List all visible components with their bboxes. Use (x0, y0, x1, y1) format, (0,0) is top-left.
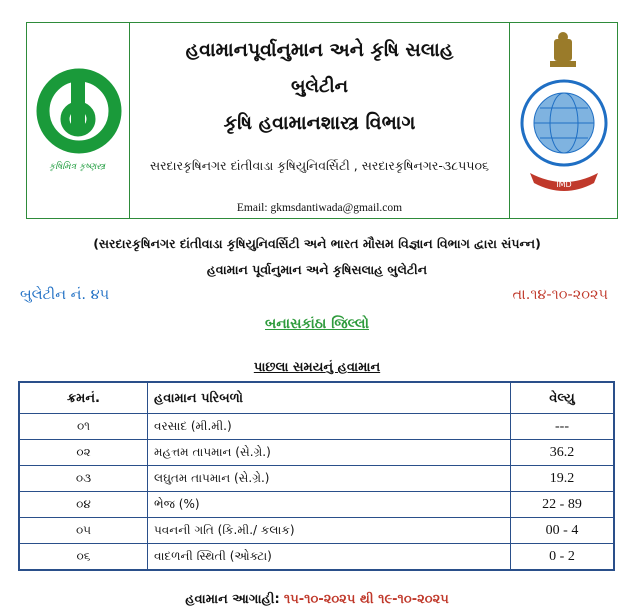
header-serial: ક્રમનં. (19, 382, 148, 414)
table-row (19, 492, 614, 518)
district-name: બનાસકાંઠા જિલ્લો (265, 316, 369, 332)
header-box (26, 22, 618, 219)
row-value: 22 - 89 (511, 492, 615, 518)
row-serial: ૦૧ (19, 414, 148, 440)
table-header-row (19, 382, 614, 414)
table-row (19, 466, 614, 492)
forecast-line (0, 592, 634, 607)
table-row (19, 544, 614, 571)
university-logo-cell (27, 23, 130, 218)
row-parameter: લઘુતમ તાપમાન (સે.ગ્રે.) (148, 466, 511, 492)
row-value: 19.2 (511, 466, 615, 492)
bulletin-subtitle: બુલેટીન (290, 76, 349, 97)
header-parameter: હવામાન પરિબળો (148, 382, 511, 414)
row-value: 0 - 2 (511, 544, 615, 571)
national-emblem-icon (550, 32, 576, 67)
intro-line-2: હવામાન પૂર્વાનુમાન અને કૃષિસલાહ બુલેટીન (206, 262, 428, 277)
table-row (19, 414, 614, 440)
row-parameter: પવનની ગતિ (કિ.મી./ કલાક) (148, 518, 511, 544)
university-logo-caption: કૃષિમિત્ર કૃષ્ણસ્ત્ર (48, 162, 106, 172)
bulletin-number: બુલેટીન નં. ૪૫ (20, 287, 110, 303)
address: સરદારકૃષિનગર દાંતીવાડા કૃષિયુનિવર્સિટી , સરદારકૃષિનગર-૩૮૫૫૦૬ (149, 158, 490, 173)
email: Email: gkmsdantiwada@gmail.com (236, 202, 403, 214)
table-row (19, 440, 614, 466)
weather-table (18, 381, 615, 571)
row-serial: ૦૩ (19, 466, 148, 492)
row-serial: ૦૨ (19, 440, 148, 466)
header-value: વેલ્યુ (511, 382, 615, 414)
forecast-label: હવામાન આગાહી: (185, 592, 280, 607)
row-parameter: મહત્તમ તાપમાન (સે.ગ્રે.) (148, 440, 511, 466)
university-logo-icon (27, 23, 130, 220)
row-value: 36.2 (511, 440, 615, 466)
row-serial: ૦૫ (19, 518, 148, 544)
row-parameter: ભેજ (%) (148, 492, 511, 518)
row-serial: ૦૬ (19, 544, 148, 571)
imd-logo-cell (509, 23, 617, 218)
imd-emblem-icon (510, 23, 618, 220)
forecast-dates: ૧૫-૧૦-૨૦૨૫ થી ૧૯-૧૦-૨૦૨૫ (283, 592, 449, 607)
row-serial: ૦૪ (19, 492, 148, 518)
row-parameter: વરસાદ (મી.મી.) (148, 414, 511, 440)
header-text (130, 23, 509, 218)
bulletin-title: હવામાનપૂર્વાનુમાન અને કૃષિ સલાહ (185, 39, 454, 61)
table-title: પાછલા સમયનું હવામાન (253, 360, 381, 375)
bulletin-date: તા.૧૪-૧૦-૨૦૨૫ (512, 287, 608, 303)
intro-line-1: (સરદારકૃષિનગર દાંતીવાડા કૃષિયુનિવર્સિટી અને ભારત મૌસમ વિજ્ઞાન વિભાગ દ્વારા સંપન્ન) (93, 236, 541, 251)
table-row (19, 518, 614, 544)
department-name: કૃષિ હવામાનશાસ્ત્ર વિભાગ (223, 112, 416, 134)
row-value: --- (511, 414, 615, 440)
row-parameter: વાદળની સ્થિતી (ઓક્ટા) (148, 544, 511, 571)
imd-logo-caption: IMD (556, 180, 572, 189)
row-value: 00 - 4 (511, 518, 615, 544)
